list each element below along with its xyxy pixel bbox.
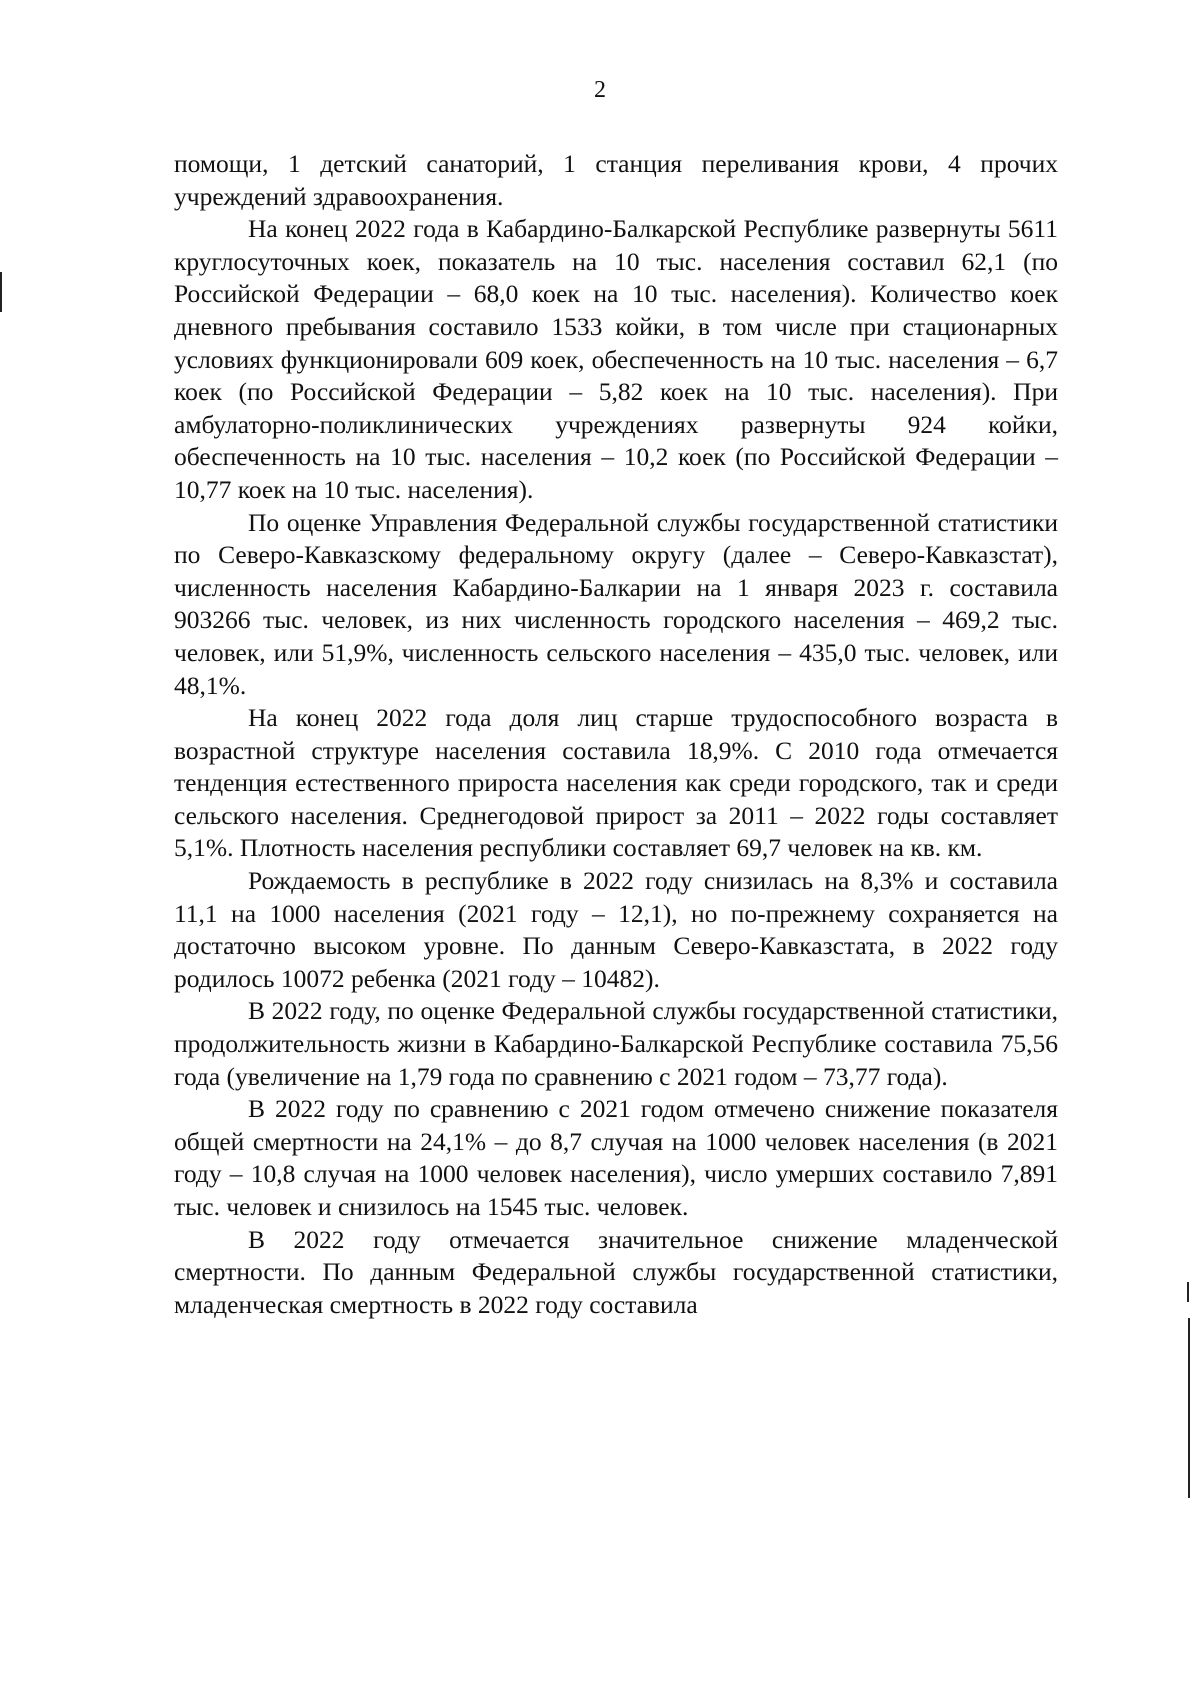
document-body [174, 148, 1058, 1321]
paragraph-hospital-beds: На конец 2022 года в Кабардино-Балкарской Республике развернуты 5611 круглосуточных коек, показатель на 10 тыс. населения составил 62,1 (по Российской Федерации – 68,0 коек на 10 тыс. населения). Количество коек дневного пребывания составило 1533 койки, в том числе при стационарных условиях функционировали 609 коек, обеспеченность на 10 тыс. населения – 6,7 коек (по Российской Федерации – 5,82 коек на 10 тыс. населения). При амбулаторно-поликлинических учреждениях развернуты 924 койки, обеспеченность на 10 тыс. населения – 10,2 коек (по Российской Федерации – 10,77 коек на 10 тыс. населения). [174, 214, 1058, 504]
page-number: 2 [594, 77, 606, 103]
paragraph-infant-mortality: В 2022 году отмечается значительное снижение младенческой смертности. По данным Федеральной службы государственной статистики, младенческая смертность в 2022 году составила [174, 1224, 1058, 1319]
paragraph-life-expectancy: В 2022 году, по оценке Федеральной службы государственной статистики, продолжительность жизни в Кабардино-Балкарской Республике составила 75,56 года (увеличение на 1,79 года по сравнению с 2021 годом – 73,77 года). [174, 996, 1058, 1091]
right-margin-scan-line [1188, 1318, 1190, 1498]
paragraph-population: По оценке Управления Федеральной службы государственной статистики по Северо-Кавказскому федеральному округу (далее – Северо-Кавказстат), численность населения Кабардино-Балкарии на 1 января 2023 г. составила 903266 тыс. человек, из них численность городского населения – 469,2 тыс. человек, или 51,9%, численность сельского населения – 435,0 тыс. человек, или 48,1%. [174, 507, 1058, 700]
paragraph-continuation: помощи, 1 детский санаторий, 1 станция переливания крови, 4 прочих учреждений здравоохранения. [174, 149, 1058, 211]
paragraph-birth-rate: Рождаемость в республике в 2022 году снизилась на 8,3% и составила 11,1 на 1000 населения (2021 году – 12,1), но по-прежнему сохраняется на достаточно высоком уровне. По данным Северо-Кавказстата, в 2022 году родилось 10072 ребенка (2021 году – 10482). [174, 866, 1058, 993]
paragraph-mortality: В 2022 году по сравнению с 2021 годом отмечено снижение показателя общей смертности на 24,1% – до 8,7 случая на 1000 человек населения (в 2021 году – 10,8 случая на 1000 человек населения), число умерших составило 7,891 тыс. человек и снизилось на 1545 тыс. человек. [174, 1094, 1058, 1221]
left-margin-scan-mark [0, 272, 2, 312]
right-margin-scan-mark [1187, 1282, 1189, 1302]
paragraph-age-structure: На конец 2022 года доля лиц старше трудоспособного возраста в возрастной структуре населения составила 18,9%. С 2010 года отмечается тенденция естественного прироста населения как среди городского, так и среди сельского населения. Среднегодовой прирост за 2011 – 2022 годы составляет 5,1%. Плотность населения республики составляет 69,7 человек на кв. км. [174, 703, 1058, 863]
